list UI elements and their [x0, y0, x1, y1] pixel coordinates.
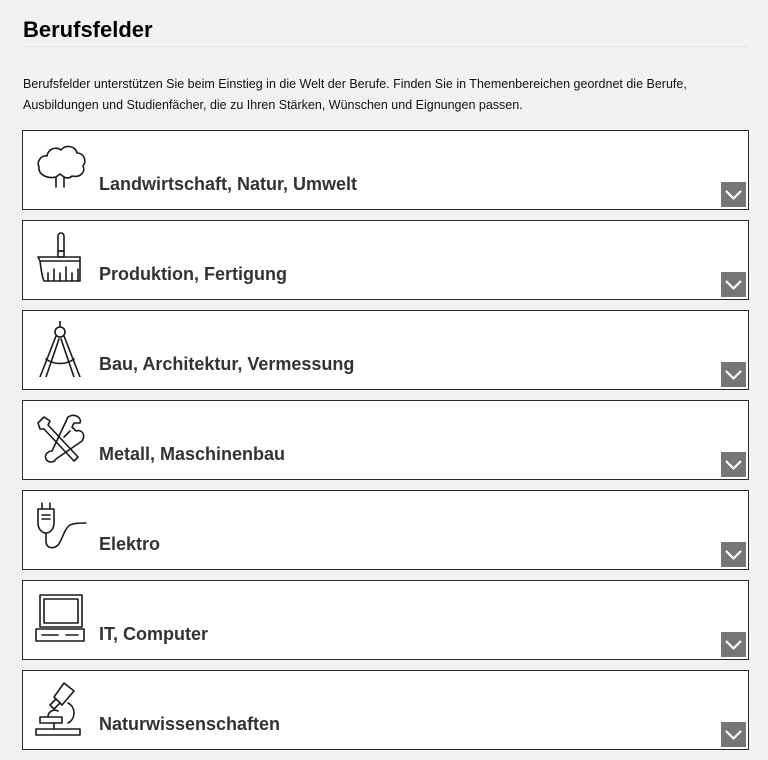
- category-label: IT, Computer: [99, 624, 209, 644]
- category-label: Produktion, Fertigung: [99, 264, 287, 284]
- category-label: Bau, Architektur, Vermessung: [99, 354, 355, 374]
- category-it[interactable]: [22, 580, 749, 660]
- intro-text: Berufsfelder unterstützen Sie beim Einstieg in die Welt der Berufe. Finden Sie in Themenbereichen geordnet die Berufe, Ausbildungen und Studienfächer, die zu Ihren Stärken, Wünschen und Eignungen passen.: [23, 77, 687, 112]
- chevron-down-icon[interactable]: [721, 272, 746, 297]
- chevron-down-icon[interactable]: [721, 632, 746, 657]
- hammer-wrench-icon: [34, 411, 90, 467]
- chevron-down-icon[interactable]: [721, 542, 746, 567]
- page-title: Berufsfelder: [23, 17, 153, 42]
- chevron-down-icon[interactable]: [721, 452, 746, 477]
- category-label: Elektro: [99, 534, 161, 554]
- plug-icon: [34, 501, 90, 557]
- chevron-down-icon[interactable]: [721, 362, 746, 387]
- category-elektro[interactable]: [22, 490, 749, 570]
- category-naturwissenschaften[interactable]: [22, 670, 749, 750]
- title-divider: [23, 46, 749, 47]
- category-label: Landwirtschaft, Natur, Umwelt: [99, 174, 358, 194]
- category-metall[interactable]: [22, 400, 749, 480]
- category-list: [22, 130, 749, 760]
- category-label: Metall, Maschinenbau: [99, 444, 286, 464]
- chevron-down-icon[interactable]: [721, 182, 746, 207]
- tree-icon: [34, 141, 90, 197]
- compass-icon: [34, 321, 90, 377]
- category-bau[interactable]: [22, 310, 749, 390]
- category-landwirtschaft[interactable]: [22, 130, 749, 210]
- category-label: Naturwissenschaften: [99, 714, 281, 734]
- microscope-icon: [34, 681, 90, 737]
- category-produktion[interactable]: [22, 220, 749, 300]
- chevron-down-icon[interactable]: [721, 722, 746, 747]
- brush-icon: [34, 231, 90, 287]
- computer-icon: [34, 591, 90, 647]
